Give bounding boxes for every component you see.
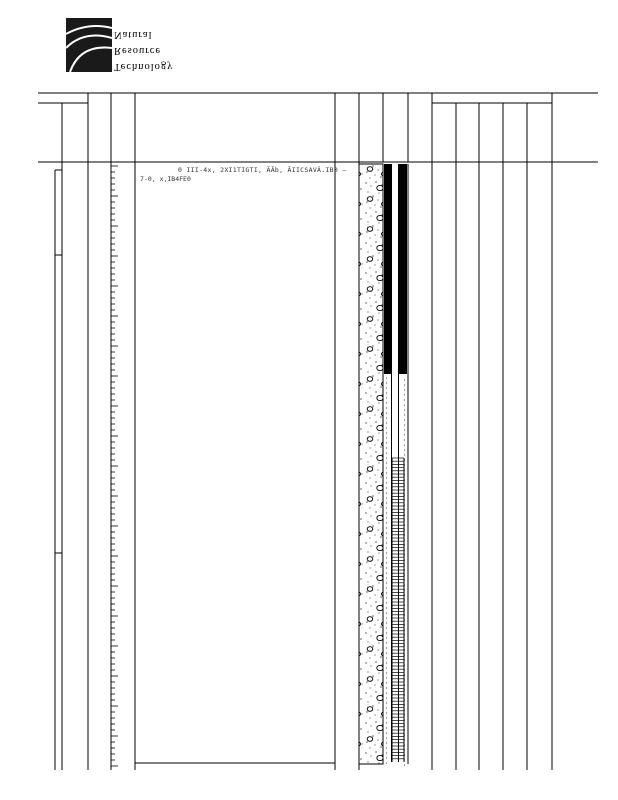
filter-pack-dot: [386, 713, 387, 714]
filter-pack-dot: [386, 528, 387, 529]
filter-pack-dot: [386, 598, 387, 599]
filter-pack-dot: [386, 723, 387, 724]
filter-pack-dot: [386, 663, 387, 664]
filter-pack-dot: [386, 498, 387, 499]
filter-pack-dot: [386, 573, 387, 574]
filter-pack-dot: [404, 455, 405, 456]
filter-pack-dot: [386, 593, 387, 594]
lithology-description-line: 0 III-4x, 2XI1TIGTI, ÃÃb, ÃIICSAVÂ.IB0 —: [178, 166, 347, 174]
filter-pack-dot: [386, 513, 387, 514]
surface-seal-right: [398, 164, 407, 374]
filter-pack-dot: [386, 613, 387, 614]
filter-pack-dot: [386, 603, 387, 604]
lithology-gravel-pattern: [359, 164, 383, 764]
filter-pack-dot: [386, 698, 387, 699]
filter-pack-dot: [386, 733, 387, 734]
filter-pack-dot: [404, 380, 405, 381]
filter-pack-dot: [404, 430, 405, 431]
filter-pack-dot: [404, 420, 405, 421]
filter-pack-dot: [386, 688, 387, 689]
filter-pack-dot: [404, 765, 405, 766]
filter-pack-dot: [386, 453, 387, 454]
filter-pack-dot: [386, 413, 387, 414]
filter-pack-dot: [386, 403, 387, 404]
filter-pack-dot: [386, 578, 387, 579]
filter-pack-dot: [386, 448, 387, 449]
filter-pack-dot: [386, 753, 387, 754]
filter-pack-dot: [386, 523, 387, 524]
filter-pack-dot: [386, 388, 387, 389]
filter-pack-dot: [386, 678, 387, 679]
filter-pack-dot: [386, 398, 387, 399]
filter-pack-dot: [386, 468, 387, 469]
filter-pack-dot: [386, 493, 387, 494]
logo-line-2: Resource: [114, 45, 162, 56]
filter-pack-dot: [386, 653, 387, 654]
filter-pack-dot: [386, 693, 387, 694]
filter-pack-dot: [386, 728, 387, 729]
filter-pack-dot: [404, 390, 405, 391]
filter-pack-dot: [386, 568, 387, 569]
filter-pack-dot: [386, 583, 387, 584]
filter-pack-dot: [386, 418, 387, 419]
filter-pack-dot: [386, 638, 387, 639]
filter-pack-dot: [386, 438, 387, 439]
filter-pack-dot: [386, 428, 387, 429]
filter-pack-dot: [386, 608, 387, 609]
filter-pack-dot: [386, 433, 387, 434]
filter-pack-dot: [404, 405, 405, 406]
filter-pack-dot: [386, 508, 387, 509]
filter-pack-dot: [386, 668, 387, 669]
filter-pack-dot: [386, 553, 387, 554]
filter-pack-dot: [386, 683, 387, 684]
filter-pack-dot: [386, 563, 387, 564]
lithology-description-line-2: 7-0, x,IB4FE0: [140, 175, 191, 183]
filter-pack-dot: [404, 425, 405, 426]
filter-pack-dot: [386, 383, 387, 384]
filter-pack-dot: [386, 703, 387, 704]
filter-pack-dot: [386, 758, 387, 759]
filter-pack-dot: [386, 473, 387, 474]
filter-pack-dot: [386, 718, 387, 719]
filter-pack-dot: [386, 548, 387, 549]
filter-pack-dot: [386, 543, 387, 544]
filter-pack-dot: [386, 478, 387, 479]
well-construction-column: [383, 164, 408, 766]
logo-line-3: Natural: [114, 29, 153, 40]
filter-pack-dot: [386, 618, 387, 619]
filter-pack-dot: [386, 483, 387, 484]
filter-pack-dot: [386, 748, 387, 749]
filter-pack-dot: [386, 763, 387, 764]
filter-pack-dot: [386, 393, 387, 394]
filter-pack-dot: [386, 488, 387, 489]
filter-pack-dot: [386, 463, 387, 464]
filter-pack-dot: [386, 503, 387, 504]
filter-pack-dot: [386, 673, 387, 674]
filter-pack-dot: [386, 588, 387, 589]
filter-pack-dot: [404, 395, 405, 396]
filter-pack-dot: [386, 643, 387, 644]
filter-pack-dot: [386, 443, 387, 444]
filter-pack-dot: [404, 385, 405, 386]
filter-pack-dot: [404, 440, 405, 441]
filter-pack-dot: [386, 743, 387, 744]
filter-pack-dot: [404, 415, 405, 416]
filter-pack-dot: [404, 400, 405, 401]
filter-pack-dot: [386, 518, 387, 519]
filter-pack-dot: [386, 623, 387, 624]
filter-pack-dot: [386, 533, 387, 534]
filter-pack-dot: [386, 538, 387, 539]
filter-pack-dot: [386, 558, 387, 559]
filter-pack-dot: [386, 378, 387, 379]
filter-pack-dot: [386, 738, 387, 739]
filter-pack-dot: [404, 450, 405, 451]
surface-seal-left: [384, 164, 391, 374]
filter-pack-dot: [386, 458, 387, 459]
filter-pack-dot: [386, 648, 387, 649]
filter-pack-dot: [386, 408, 387, 409]
logo-line-1: Technology: [114, 61, 174, 72]
filter-pack-dot: [404, 435, 405, 436]
depth-scale-ticks: [111, 166, 118, 766]
filter-pack-dot: [386, 708, 387, 709]
filter-pack-dot: [404, 445, 405, 446]
filter-pack-dot: [386, 633, 387, 634]
filter-pack-dot: [386, 658, 387, 659]
filter-pack-dot: [386, 423, 387, 424]
filter-pack-dot: [386, 628, 387, 629]
filter-pack-dot: [404, 410, 405, 411]
